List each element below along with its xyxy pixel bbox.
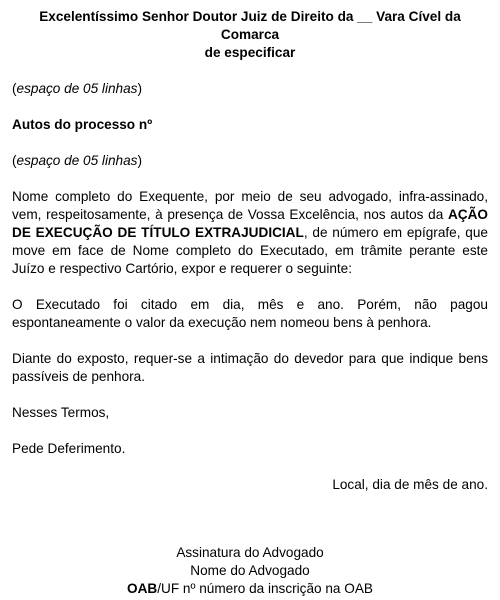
- header-line-1: Excelentíssimo Senhor Doutor Juiz de Direito da __ Vara Cível da Comarca: [39, 9, 461, 42]
- document-page: [12, 8, 488, 598]
- spacing-note-text-1: espaço de 05 linhas: [16, 81, 138, 96]
- oab-line: [12, 580, 488, 598]
- body-paragraph-2: O Executado foi citado em dia, mês e ano. Porém, não pagou espontaneamente o valor da execução nem nomeou bens à penhora.: [12, 297, 488, 330]
- p1-start: Nome completo do Exequente, por meio de seu advogado, infra-assinado, vem, respeitosamente, à presença de Vossa Excelência, nos autos da: [12, 189, 488, 222]
- p1-action-title: AÇÃO DE EXECUÇÃO DE TÍTULO EXTRAJUDICIAL: [12, 207, 488, 240]
- body-paragraph-3: Diante do exposto, requer-se a intimação do devedor para que indique bens passíveis de penhora.: [12, 351, 488, 384]
- document-header: [12, 8, 488, 62]
- place-date: Local, dia de mês de ano.: [332, 477, 488, 492]
- oab-rest: /UF nº número da inscrição na OAB: [157, 581, 373, 596]
- signature-line: Assinatura do Advogado: [176, 545, 324, 560]
- oab-label: OAB: [127, 581, 158, 596]
- process-label: Autos do processo nº: [12, 117, 153, 132]
- signature-block: [12, 544, 488, 598]
- spacing-note-1: (espaço de 05 linhas): [12, 81, 142, 96]
- closing-terms: Nesses Termos,: [12, 405, 110, 420]
- lawyer-name: Nome do Advogado: [190, 563, 310, 578]
- closing-request: Pede Deferimento.: [12, 441, 126, 456]
- header-line-2: de especificar: [204, 45, 296, 60]
- spacing-note-2: (espaço de 05 linhas): [12, 153, 142, 168]
- p1-end: , de número em epígrafe, que move em face de Nome completo do Executado, em trâmite perante este Juízo e respectivo Cartório, expor e requerer o seguinte:: [12, 225, 488, 276]
- body-paragraph-1: [12, 188, 488, 278]
- spacing-note-text-2: espaço de 05 linhas: [16, 153, 138, 168]
